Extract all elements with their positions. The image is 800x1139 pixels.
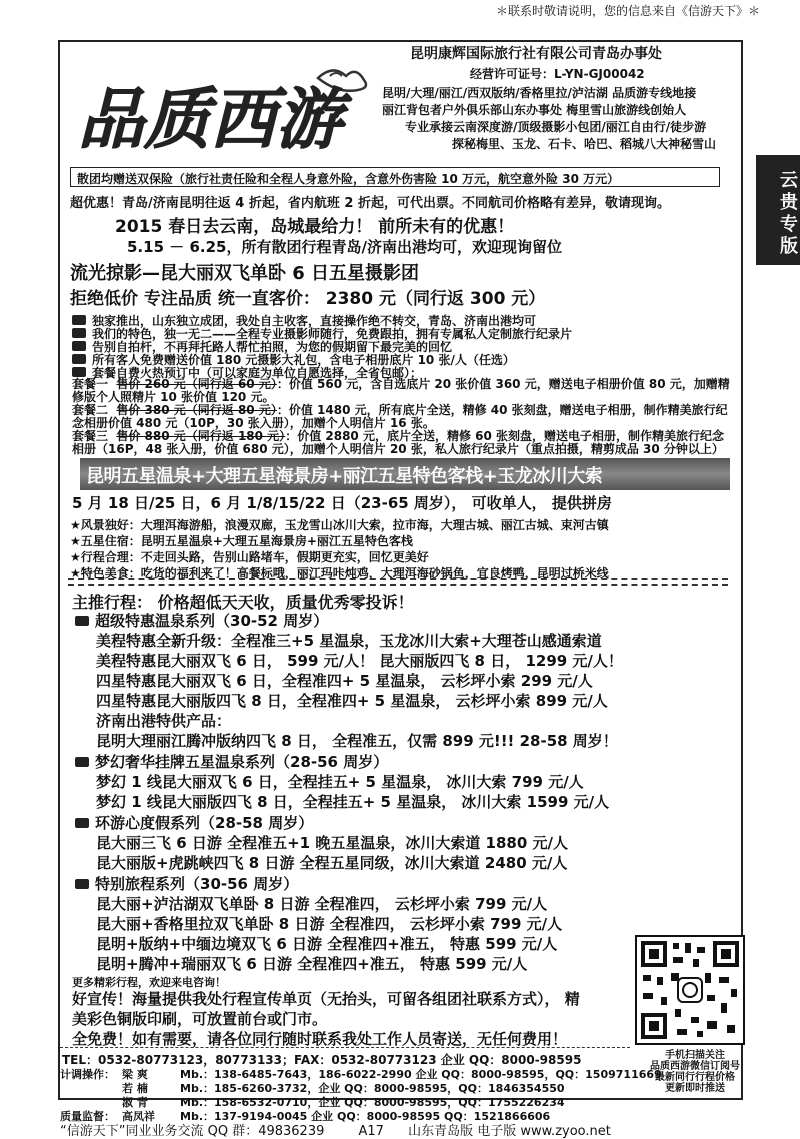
tour2-feature: ★风景独好：大理洱海游船，浪漫双廊，玉龙雪山冰川大索，拉市海，大理古城、丽江古城、束河古镇 [70, 518, 609, 532]
tour2-banner: 昆明五星温泉+大理五星海景房+丽江五星特色客栈+玉龙冰川大索 [80, 458, 730, 490]
header-line-2: 丽江背包者户外俱乐部山东办事处 梅里雪山旅游线创始人 [382, 103, 687, 117]
tour1-price: 拒绝低价 专注品质 统一直客价： 2380 元（同行返 300 元） [70, 289, 546, 309]
more-note: 更多精彩行程，欢迎来电咨询！ [72, 976, 226, 989]
tour2-feature: ★特色美食：吃货的福利来了！高餐标哦，丽江玛咔炖鸡，大理洱海砂锅鱼，宜良烤鸭，昆明过桥米线 [70, 566, 609, 580]
contact-row: 计调操作： 梁 爽 Mb.：138-6485-7643，186-6022-2990 企业 QQ：8000-98595，QQ：1509711669 [60, 1068, 662, 1081]
section-title: 特别旅程系列（30-56 周岁） [75, 873, 298, 894]
hand-icon [72, 328, 86, 338]
top-note: ＊联系时敬请说明，您的信息来自《信游天下》＊ [495, 4, 760, 18]
itinerary-item: 昆大丽+泸沽湖双飞单卧 8 日游 全程准四， 云杉坪小索 799 元/人 [96, 895, 548, 913]
tour2-feature: ★行程合理：不走回头路，告别山路堵车，假期更充实，回忆更美好 [70, 550, 429, 564]
brand-logo [68, 60, 378, 155]
contact-divider [60, 1047, 630, 1048]
subline: 5.15 － 6.25，所有散团行程青岛/济南出港均可，欢迎现询留位 [127, 238, 562, 256]
footer-group: “信游天下”同业业务交流 QQ 群：49836239 A17 山东青岛版 电子版 www.zyoo.net [60, 1124, 611, 1139]
dashed-separator [68, 578, 728, 586]
itinerary-item: 昆大丽+香格里拉双飞单卧 8 日游 全程准四， 云杉坪小索 799 元/人 [96, 915, 563, 933]
tour1-bullet: 套餐自费火热预订中（可以家庭为单位自愿选择，全省包邮）： [72, 364, 422, 381]
headline: 2015 春日去云南，岛城最给力！ 前所未有的优惠！ [115, 217, 515, 237]
itinerary-item: 昆明大理丽江腾冲版纳四飞 8 日， 全程准五，仅需 899 元!!! 28-58 周岁！ [96, 732, 618, 750]
header-line-1: 昆明/大理/丽江/西双版纳/香格里拉/泸沽湖 品质游专线地接 [382, 86, 697, 100]
contact-row: 淑 青 Mb.：158-6532-0710，企业 QQ：8000-98595，QQ：1755226234 [122, 1096, 565, 1109]
tour1-bullet: 告别自拍杆，不再拜托路人帮忙拍照，为您的假期留下最完美的回忆 [72, 338, 452, 355]
promo-line: 美彩色铜版印刷，可放置前台或门市。 [72, 1010, 328, 1028]
section-title: 梦幻奢华挂牌五星温泉系列（28-56 周岁） [75, 751, 388, 772]
tour2-feature: ★五星住宿：昆明五星温泉+大理五星海景房+丽江五星特色客栈 [70, 534, 413, 548]
hand-icon [75, 757, 89, 767]
promo-line: 好宣传！海量提供我处行程宣传单页（无抬头，可留各组团社联系方式）， 精 [72, 990, 580, 1008]
header-line-3: 专业承接云南深度游/顶级摄影小包团/丽江自由行/徒步游 [405, 120, 707, 134]
license-number: 经营许可证号：L-YN-GJ00042 [470, 67, 645, 81]
hand-icon [72, 315, 86, 325]
promo-flights: 超优惠！青岛/济南昆明往返 4 折起，省内航班 2 折起，可代出票。不同航司价格略有差异，敬请现询。 [70, 196, 670, 211]
hand-icon [72, 367, 86, 377]
itinerary-item: 济南出港特供产品： [96, 712, 232, 730]
header-line-4: 探秘梅里、玉龙、石卡、哈巴、稻城八大神秘雪山 [452, 137, 717, 151]
itinerary-item: 四星特惠昆大丽版四飞 8 日，全程准四+ 5 星温泉， 云杉坪小索 899 元/人 [96, 692, 608, 710]
hand-icon [75, 879, 89, 889]
main-heading: 主推行程： 价格超低天天收，质量优秀零投诉！ [72, 593, 414, 612]
side-tab: 云贵专版 [756, 155, 800, 265]
section-title: 超级特惠温泉系列（30-52 周岁） [75, 610, 328, 631]
package-1: 套餐一 售价 260 元（同行返 60 元）：价值 560 元，含自选底片 20 张价值 360 元，赠送电子相册价值 80 元，加赠精修版个人照精片 10 张价值 120 元。 [72, 377, 730, 404]
contact-tel: TEL：0532-80773123，80773133；FAX：0532-80773123 企业 QQ：8000-98595 [62, 1053, 582, 1067]
insurance-box: 散团均赠送双保险（旅行社责任险和全程人身意外险，含意外伤害险 10 万元，航空意外险 30 万元） [70, 167, 720, 187]
package-3: 套餐三 售价 880 元（同行返 180 元）：价值 2880 元，底片全送，精修 60 张刻盘，赠送电子相册，制作精美旅行纪念相册（16P，48 张入册，价值 680 元），加赠个人明信片 20 张，私人旅行纪录片（重点拍摄，精剪成品 30 分钟以上） [72, 430, 732, 456]
hand-icon [72, 341, 86, 351]
qr-code [635, 935, 745, 1045]
itinerary-item: 美程特惠昆大丽双飞 6 日， 599 元/人！ 昆大丽版四飞 8 日， 1299 元/人！ [96, 652, 623, 670]
tour1-bullet: 我们的特色，独一无二——全程专业摄影师随行，免费跟拍，拥有专属私人定制旅行纪录片 [72, 325, 572, 342]
itinerary-item: 昆明+腾冲+瑞丽双飞 6 日游 全程准四+准五， 特惠 599 元/人 [96, 955, 528, 973]
itinerary-item: 梦幻 1 线昆大丽版四飞 8 日，全程挂五+ 5 星温泉， 冰川大索 1599 元/人 [96, 793, 610, 811]
itinerary-item: 梦幻 1 线昆大丽双飞 6 日，全程挂五+ 5 星温泉， 冰川大索 799 元/人 [96, 773, 584, 791]
section-title: 环游心度假系列（28-58 周岁） [75, 812, 313, 833]
hand-icon [75, 818, 89, 828]
itinerary-item: 昆大丽版+虎跳峡四飞 8 日游 全程五星同级，冰川大索道 2480 元/人 [96, 854, 568, 872]
tour2-dates: 5 月 18 日/25 日，6 月 1/8/15/22 日（23-65 周岁）， 可收单人， 提供拼房 [72, 494, 612, 512]
logo-text: 品质西游 [78, 80, 342, 155]
itinerary-item: 昆明+版纳+中缅边境双飞 6 日游 全程准四+准五， 特惠 599 元/人 [96, 935, 558, 953]
itinerary-item: 昆大丽三飞 6 日游 全程准五+1 晚五星温泉，冰川大索道 1880 元/人 [96, 834, 569, 852]
promo-line: 全免费！如有需要，请各位同行随时联系我处工作人员寄送，无任何费用！ [72, 1030, 568, 1048]
contact-row: 质量监督： 高凤祥 Mb.：137-9194-0045 企业 QQ：8000-98595 QQ：1521866606 [60, 1110, 551, 1123]
contact-row: 若 楠 Mb.：185-6260-3732，企业 QQ：8000-98595，QQ：1846354550 [122, 1082, 565, 1095]
company-name: 昆明康辉国际旅行社有限公司青岛办事处 [410, 46, 662, 62]
itinerary-item: 美程特惠全新升级：全程准三+5 星温泉，玉龙冰川大索+大理苍山感通索道 [96, 632, 602, 650]
hand-icon [75, 616, 89, 626]
itinerary-item: 四星特惠昆大丽双飞 6 日，全程准四+ 5 星温泉， 云杉坪小索 299 元/人 [96, 672, 593, 690]
tour1-bullet: 所有客人免费赠送价值 180 元摄影大礼包，含电子相册底片 10 张/人（任选） [72, 351, 515, 368]
tour1-bullet: 独家推出，山东独立成团，我处自主收客，直接操作绝不转交，青岛、济南出港均可 [72, 312, 536, 329]
tour1-title: 流光掠影—昆大丽双飞单卧 6 日五星摄影团 [70, 263, 420, 284]
package-2: 套餐二 售价 380 元（同行返 80 元）：价值 1480 元，所有底片全送，精修 40 张刻盘，赠送电子相册，制作精美旅行纪念相册价值 480 元（10P，30 张入册），加赠个人明信片 16 张。 [72, 403, 728, 430]
hand-icon [72, 354, 86, 364]
qr-caption: 手机扫描关注 品质西游微信订阅号 最新同行行程价格 更新即时推送 [650, 1050, 740, 1094]
